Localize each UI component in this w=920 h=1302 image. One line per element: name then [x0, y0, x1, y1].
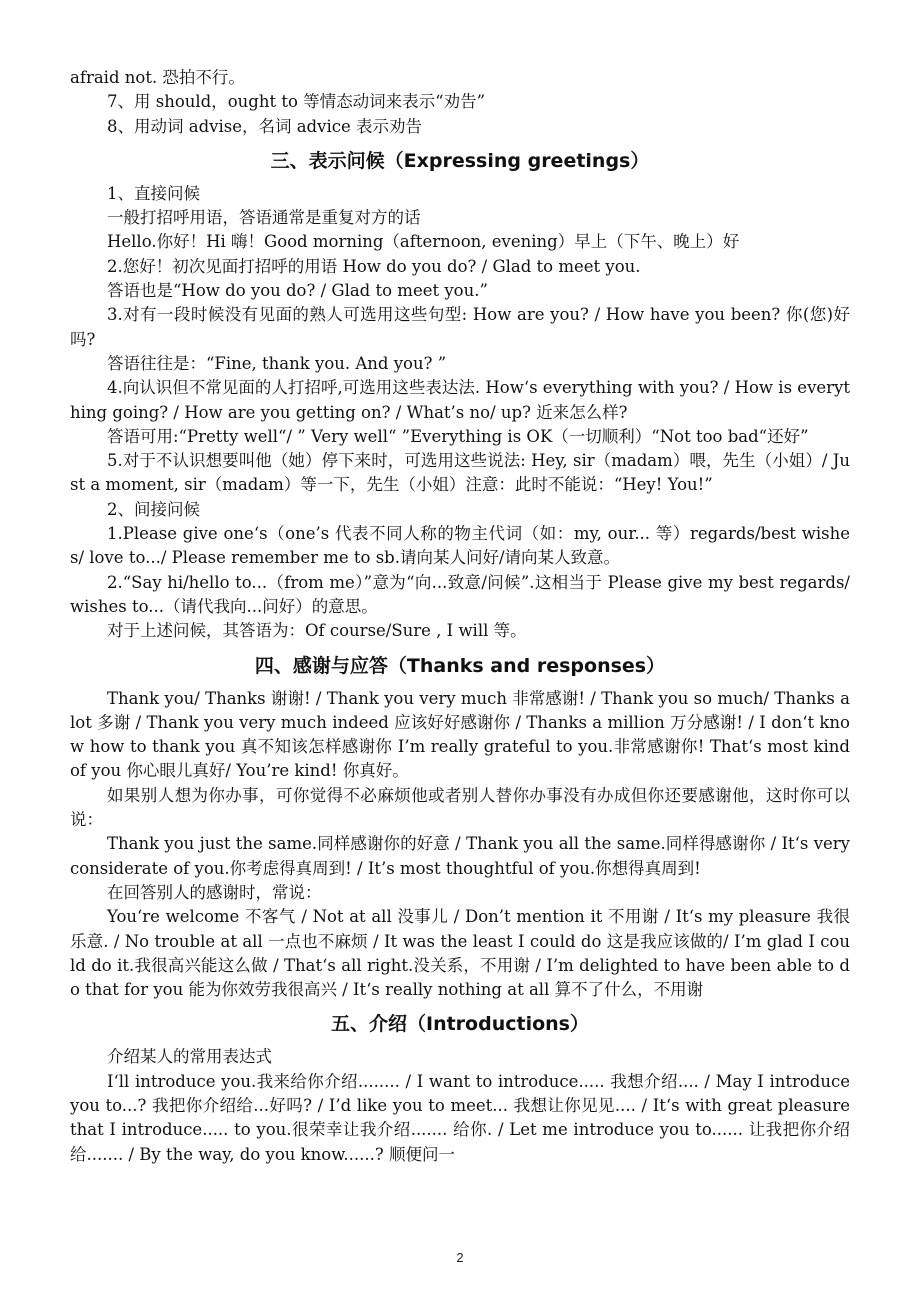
paragraph: 介绍某人的常用表达式 — [107, 1047, 272, 1067]
paragraph: 如果别人想为你办事，可你觉得不必麻烦他或者别人替你办事没有办成但你还要感谢他，这时你可以说： — [70, 785, 850, 830]
page-content — [70, 66, 850, 1167]
paragraph: 2、间接问候 — [107, 499, 200, 519]
paragraph: 对于上述问候，其答语为：Of course/Sure , I will 等。 — [107, 621, 527, 641]
paragraph: 在回答别人的感谢时，常说： — [107, 882, 322, 902]
text-line: 8、用动词 advise，名词 advice 表示劝告 — [107, 116, 422, 136]
section-heading: 五、介绍（Introductions） — [331, 1013, 589, 1036]
page-number: 2 — [456, 1250, 464, 1265]
paragraph: 3.对有一段时候没有见面的熟人可选用这些句型: How are you? / How have you been? 你(您)好吗? — [70, 305, 850, 349]
paragraph: 4.向认识但不常见面的人打招呼,可选用这些表达法. How‘s everything with you? / How is everything going? / How are you getting on? / What’s no/ up? 近来怎么样? — [70, 378, 850, 422]
text-line: 7、用 should，ought to 等情态动词来表示“劝告” — [107, 92, 486, 112]
paragraph: 5.对于不认识想要叫他（她）停下来时，可选用这些说法: Hey, sir（madam）喂，先生（小姐）/ Just a moment, sir（madam）等一下，先生（小姐）注意：此时不能说：“Hey! You!” — [70, 451, 850, 495]
paragraph: You‘re welcome 不客气 / Not at all 没事儿 / Don’t mention it 不用谢 / It‘s my pleasure 我很乐意. / No trouble at all 一点也不麻烦 / It was the least I could do 这是我应该做的/ I’m glad I could do it.我很高兴能这么做 / That‘s all right.没关系，不用谢 / I’m delighted to have been able to do that for you 能为你效劳我很高兴 / It‘s really nothing at all 算不了什么，不用谢 — [70, 907, 850, 1000]
paragraph: Thank you/ Thanks 谢谢! / Thank you very much 非常感谢! / Thank you so much/ Thanks a lot 多谢 / Thank you very much indeed 应该好好感谢你 / Thanks a million 万分感谢! / I don‘t know how to thank you 真不知该怎样感谢你 I’m really grateful to you.非常感谢你! That‘s most kind of you 你心眼儿真好/ You’re kind! 你真好。 — [70, 688, 850, 781]
section-heading: 三、表示问候（Expressing greetings） — [270, 149, 650, 172]
paragraph: I‘ll introduce you.我来给你介绍........ / I want to introduce..... 我想介绍.... / May I introduce you to...? 我把你介绍给...好吗? / I’d like you to meet... 我想让你见见.... / It‘s with great pleasure that I introduce..... to you.很荣幸让我介绍....... 给你. / Let me introduce you to...... 让我把你介绍给....... / By the way, do you know......? 顺便问一 — [70, 1071, 850, 1164]
paragraph: 答语可用:“Pretty well“/ ” Very well“ ”Everything is OK（一切顺利）“Not too bad“还好” — [107, 426, 809, 446]
section-heading: 四、感谢与应答（Thanks and responses） — [254, 654, 666, 677]
paragraph: Hello.你好！Hi 嗨！Good morning（afternoon, evening）早上（下午、晚上）好 — [107, 232, 740, 252]
paragraph: 2.“Say hi/hello to...（from me）”意为“向...致意/问候”.这相当于 Please give my best regards/wishes to...（请代我向...问好）的意思。 — [70, 572, 850, 616]
text-line: afraid not. 恐拍不行。 — [70, 68, 245, 87]
paragraph: 1、直接问候 — [107, 183, 200, 203]
paragraph: 1.Please give one‘s（one’s 代表不同人称的物主代词（如：my, our... 等）regards/best wishes/ love to.../ Please remember me to sb.请向某人问好/请向某人致意。 — [70, 524, 850, 568]
paragraph: 一般打招呼用语，答语通常是重复对方的话 — [107, 208, 421, 228]
paragraph: 答语往往是：“Fine, thank you. And you? ” — [107, 353, 447, 373]
paragraph: 答语也是“How do you do? / Glad to meet you.” — [107, 281, 488, 301]
paragraph: Thank you just the same.同样感谢你的好意 / Thank you all the same.同样得感谢你 / It‘s very considerate of you.你考虑得真周到! / It’s most thoughtful of you.你想得真周到! — [70, 834, 850, 878]
paragraph: 2.您好！初次见面打招呼的用语 How do you do? / Glad to meet you. — [107, 256, 641, 276]
